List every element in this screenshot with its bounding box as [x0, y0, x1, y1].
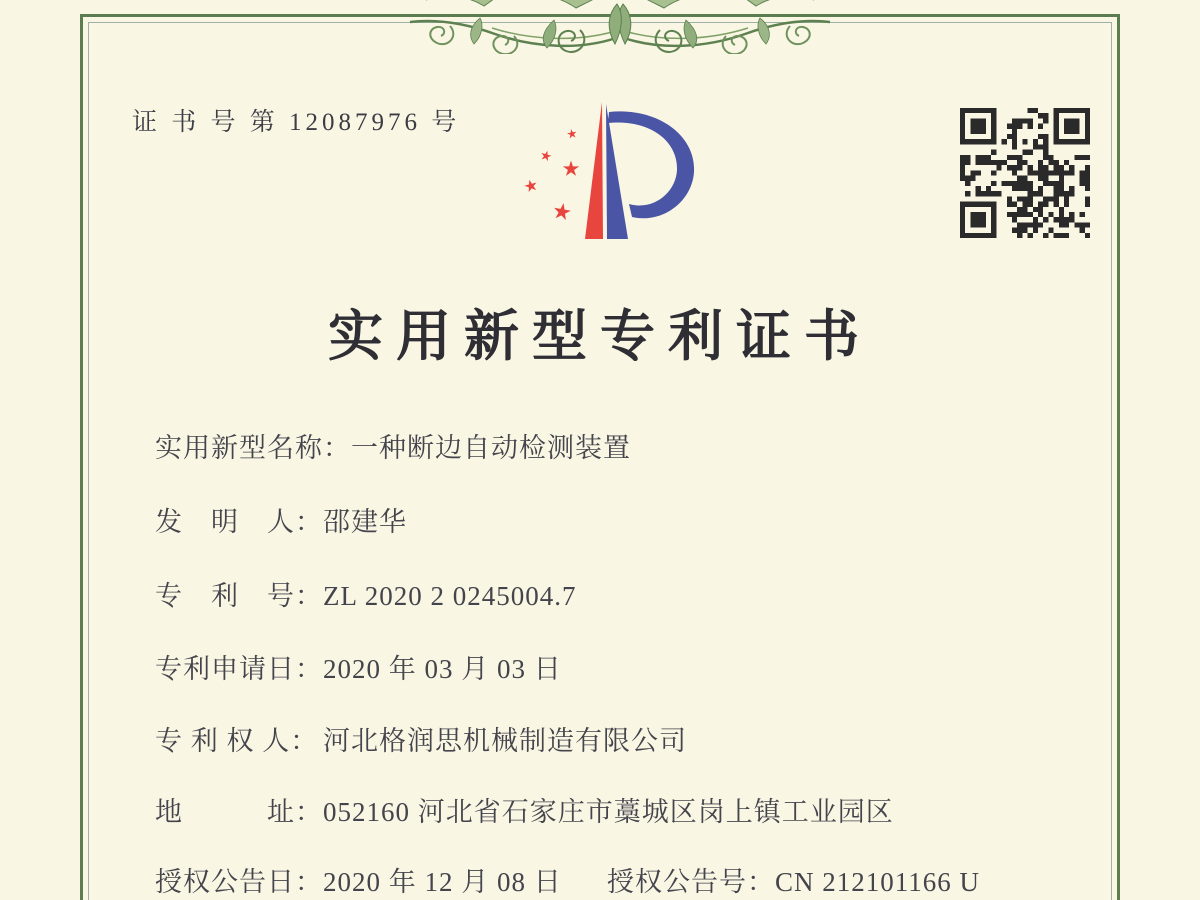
field-label: 授权公告日：	[155, 867, 323, 897]
field-row-grant-date	[155, 867, 981, 898]
field-value: 052160 河北省石家庄市藁城区岗上镇工业园区	[323, 797, 894, 827]
field-row-patent-name	[155, 433, 631, 464]
field-label: 专利申请日：	[155, 654, 323, 684]
field-row-filing-date	[155, 654, 562, 685]
field-label: 实用新型名称：	[155, 433, 351, 463]
certificate-title: 实用新型专利证书	[327, 306, 872, 367]
field-label: 地 址：	[155, 797, 323, 827]
field-label: 发 明 人：	[155, 507, 323, 537]
field-row-grant-number	[607, 867, 980, 898]
field-value: 河北格润思机械制造有限公司	[323, 726, 687, 756]
field-value: 一种断边自动检测装置	[351, 433, 631, 463]
field-value: 2020 年 03 月 03 日	[323, 654, 562, 684]
field-value: 2020 年 12 月 08 日	[323, 867, 562, 897]
field-value: CN 212101166 U	[775, 867, 981, 897]
field-label: 授权公告号：	[607, 867, 775, 897]
certificate-number: 证 书 号 第 12087976 号	[132, 109, 461, 136]
field-row-inventor	[155, 507, 407, 538]
field-row-patentee	[155, 726, 687, 757]
field-label: 专 利 权 人：	[155, 726, 319, 756]
field-value: ZL 2020 2 0245004.7	[323, 581, 577, 611]
field-list	[155, 0, 1145, 900]
field-label: 专 利 号：	[155, 581, 323, 611]
field-value: 邵建华	[323, 507, 407, 537]
field-row-patent-number	[155, 581, 576, 612]
field-row-address	[155, 797, 894, 828]
